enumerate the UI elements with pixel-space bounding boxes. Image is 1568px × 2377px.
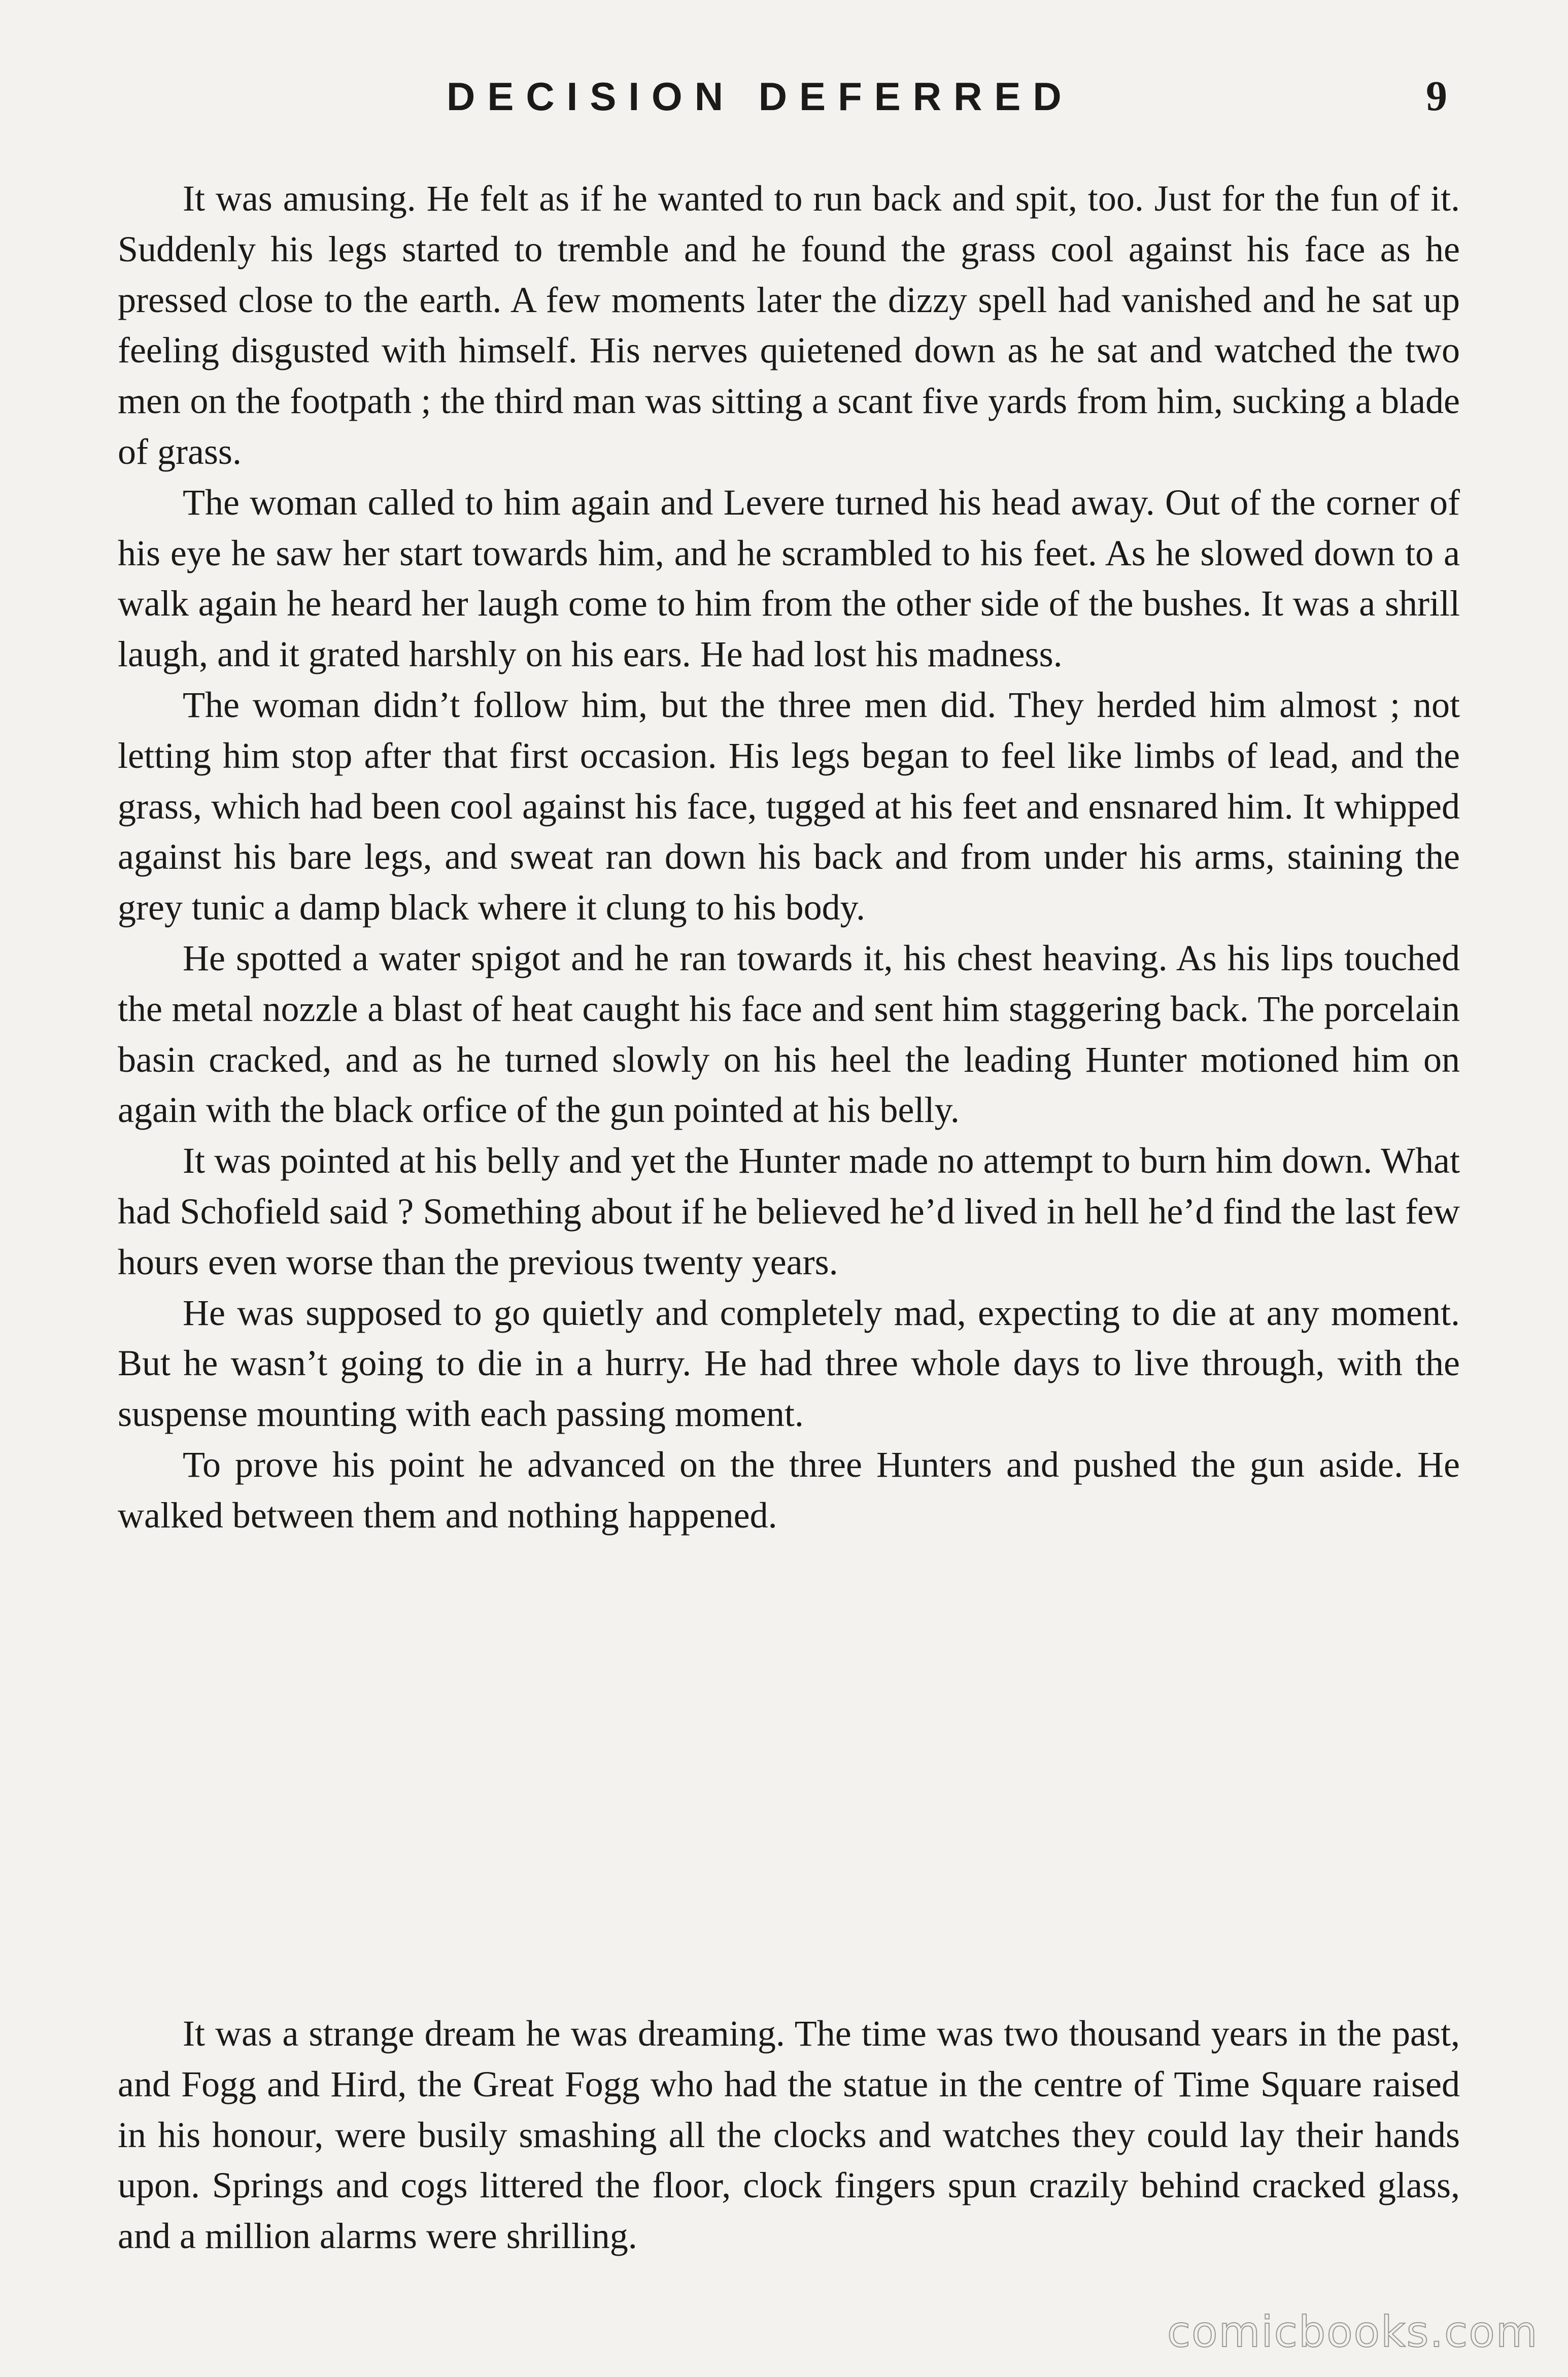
paragraph: It was a strange dream he was dreaming. The time was two thousand years in the past, and Fogg and Hird, the Great Fogg who had the statue in the centre of Time Square raised in his honour, were busily smashing all the clocks and watches they could lay their hands upon. Springs and cogs littered the floor, clock fingers spun crazily behind cracked glass, and a million alarms were shrilling. (118, 2013, 1460, 2257)
paragraph: The woman didn’t follow him, but the three men did. They herded him almost ; not letting him stop after that first occasion. His legs began to feel like limbs of lead, and the grass, which had been cool against his face, tugged at his feet and ensnared him. It whipped against his bare legs, and sweat ran down his back and from under his arms, staining the grey tunic a damp black where it clung to his body. (118, 684, 1460, 928)
paragraph: It was pointed at his belly and yet the Hunter made no attempt to burn him down. What had Schofield said ? Something about if he believed he’d lived in hell he’d find the last few hours even worse than the previous twenty years. (118, 1140, 1460, 1282)
page-number: 9 (1426, 73, 1447, 120)
watermark-logo: comicbooks.com (1167, 2307, 1539, 2357)
paragraph: To prove his point he advanced on the three Hunters and pushed the gun aside. He walked between them and nothing happened. (118, 1444, 1460, 1536)
paragraph: It was amusing. He felt as if he wanted to run back and spit, too. Just for the fun of it. Suddenly his legs started to tremble and he found the grass cool against his face as he pressed close to the earth. A few moments later the dizzy spell had vanished and he sat up feeling disgusted with himself. His nerves quietened down as he sat and watched the two men on the footpath ; the third man was sitting a scant five yards from him, sucking a blade of grass. (118, 178, 1460, 472)
running-head-title: DECISION DEFERRED (447, 74, 1074, 119)
text-section-main (118, 174, 1460, 1541)
paragraph: He spotted a water spigot and he ran towards it, his chest heaving. As his lips touched the metal nozzle a blast of heat caught his face and sent him staggering back. The porcelain basin cracked, and as he turned slowly on his heel the leading Hunter motioned him on again with the black orfice of the gun pointed at his belly. (118, 937, 1460, 1131)
paragraph: He was supposed to go quietly and completely mad, expecting to die at any moment. But he wasn’t going to die in a hurry. He had three whole days to live through, with the suspense mounting with each passing moment. (118, 1292, 1460, 1435)
text-section-dream (118, 2009, 1460, 2262)
paragraph: The woman called to him again and Levere turned his head away. Out of the corner of his eye he saw her start towards him, and he scrambled to his feet. As he slowed down to a walk again he heard her laugh come to him from the other side of the bushes. It was a shrill laugh, and it grated harshly on his ears. He had lost his madness. (118, 482, 1460, 675)
